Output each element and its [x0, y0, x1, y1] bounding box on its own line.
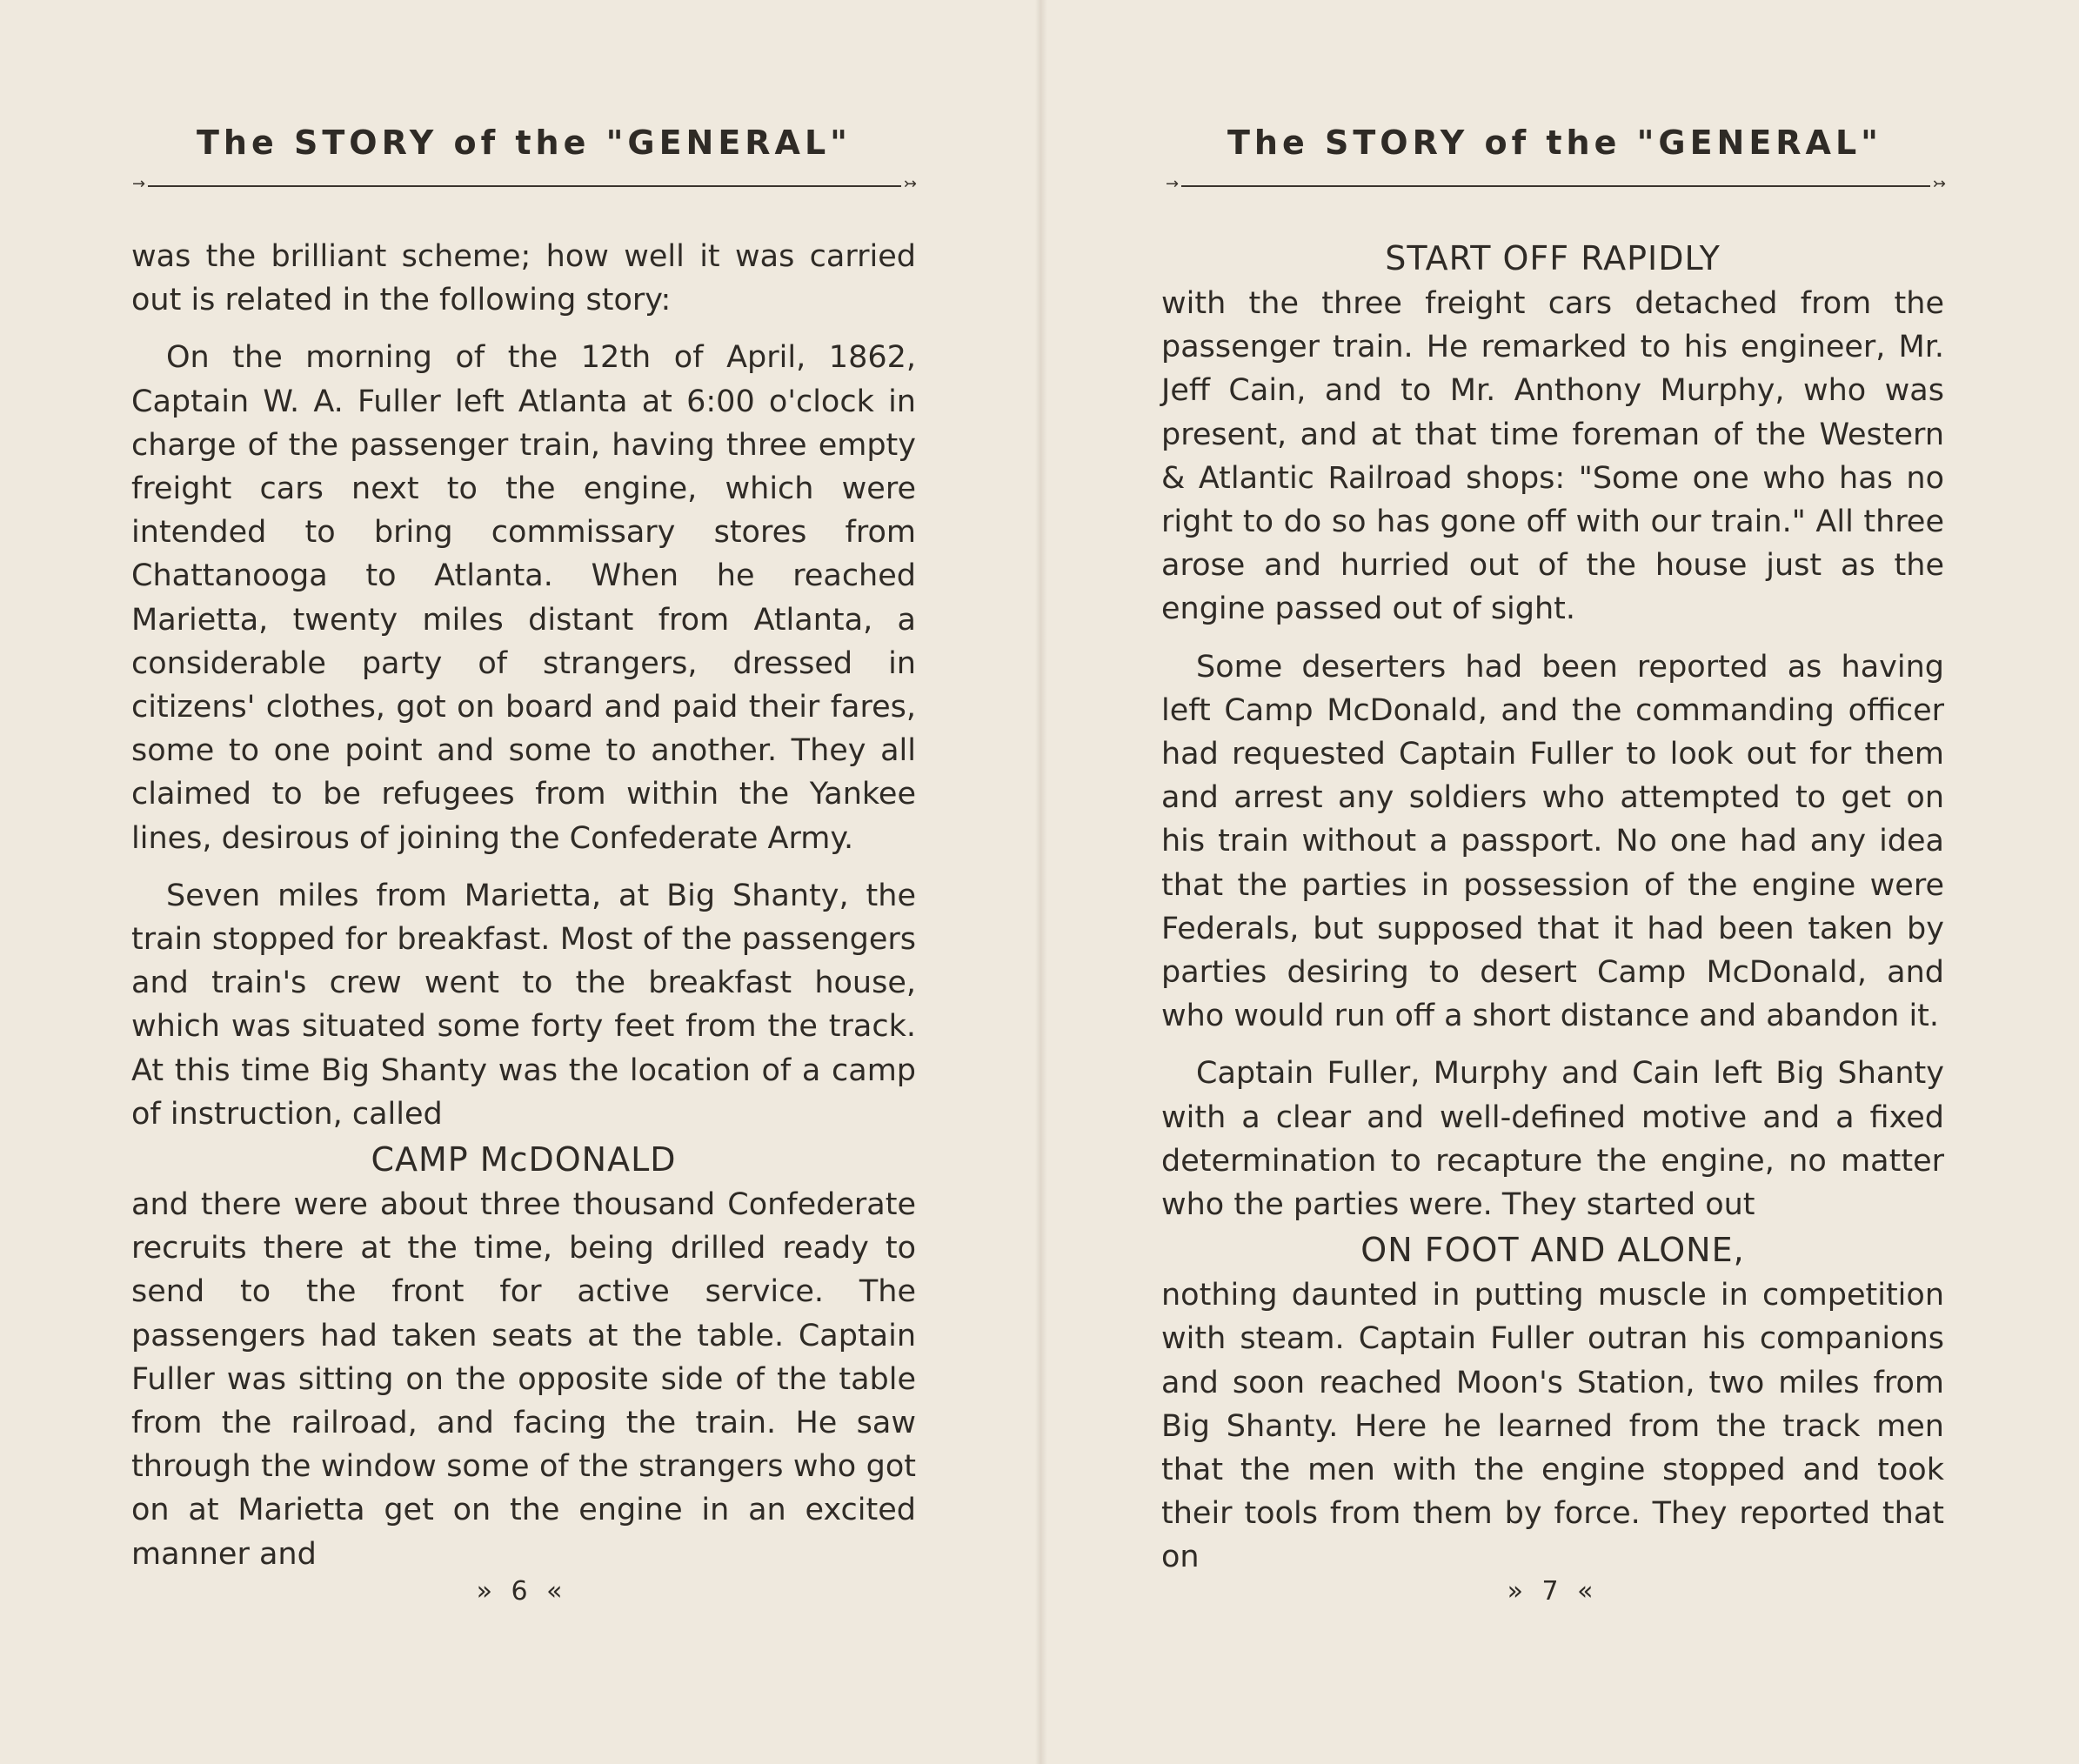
section-subhead: START OFF RAPIDLY [1385, 239, 1721, 277]
paragraph: was the brilliant scheme; how well it was carried out is related in the following story: [131, 239, 916, 318]
rule-ornament-right: ↣ [1932, 175, 1946, 193]
rule-ornament-left: → [132, 175, 146, 193]
body-text [131, 235, 916, 1576]
rule-ornament-right: ↣ [903, 175, 917, 193]
rule-line [1181, 185, 1930, 187]
paragraph: nothing daunted in putting muscle in competition with steam. Captain Fuller outran his companions and soon reached Moon's Station, two miles from Big Shanty. Here he learned from the track men that the men with the engine stopped and took their tools from them by force. They reported that on [1161, 1278, 1944, 1575]
right-page [1040, 0, 2079, 1764]
paragraph: On the morning of the 12th of April, 1862, Captain W. A. Fuller left Atlanta at 6:00 o'clock in charge of the passenger train, having three empty freight cars next to the engine, which were intended to bring commissary stores from Chattanooga to Atlanta. When he reached Marietta, twenty miles distant from Atlanta, a considerable party of strangers, dressed in citizens' clothes, got on board and paid their fares, some to one point and some to another. They all claimed to be refugees from within the Yankee lines, desirous of joining the Confederate Army. [131, 340, 916, 856]
page-number: » 6 « [476, 1576, 568, 1607]
rule-line [148, 185, 901, 187]
paragraph: Seven miles from Marietta, at Big Shanty, the train stopped for breakfast. Most of the passengers and train's crew went to the breakfast house, which was situated some forty feet from the track. At this time Big Shanty was the location of a camp of instruction, called [131, 878, 916, 1132]
rule-ornament-left: → [1166, 175, 1180, 193]
running-header: The STORY of the "GENERAL" [197, 124, 852, 162]
paragraph: Some deserters had been reported as having left Camp McDonald, and the commanding officer had requested Captain Fuller to look out for them and arrest any soldiers who attempted to get on his train without a passport. No one had any idea that the parties in possession of the engine were Federals, but supposed that it had been taken by parties desiring to desert Camp McDonald, and who would run off a short distance and abandon it. [1161, 649, 1944, 1034]
section-subhead: ON FOOT AND ALONE, [1360, 1231, 1745, 1270]
running-header: The STORY of the "GENERAL" [1227, 124, 1882, 162]
header-rule [132, 175, 917, 193]
paragraph: with the three freight cars detached from the passenger train. He remarked to his engineer, Mr. Jeff Cain, and to Mr. Anthony Murphy, who was present, and at that time foreman of the Western & Atlantic Railroad shops: "Some one who has no right to do so has gone off with our train." All three arose and hurried out of the house just as the engine passed out of sight. [1161, 286, 1944, 627]
header-rule [1166, 175, 1946, 193]
paragraph: Captain Fuller, Murphy and Cain left Big Shanty with a clear and well-defined motive and a fixed determination to recapture the engine, no matter who the parties were. They started out [1161, 1056, 1944, 1223]
paragraph: and there were about three thousand Confederate recruits there at the time, being drilled ready to send to the front for active service. The passengers had taken seats at the table. Captain Fuller was sitting on the opposite side of the table from the railroad, and facing the train. He saw through the window some of the strangers who got on at Marietta get on the engine in an excited manner and [131, 1187, 916, 1572]
body-text [1161, 235, 1944, 1580]
page-number: » 7 « [1507, 1576, 1599, 1607]
section-subhead: CAMP McDONALD [371, 1140, 677, 1179]
